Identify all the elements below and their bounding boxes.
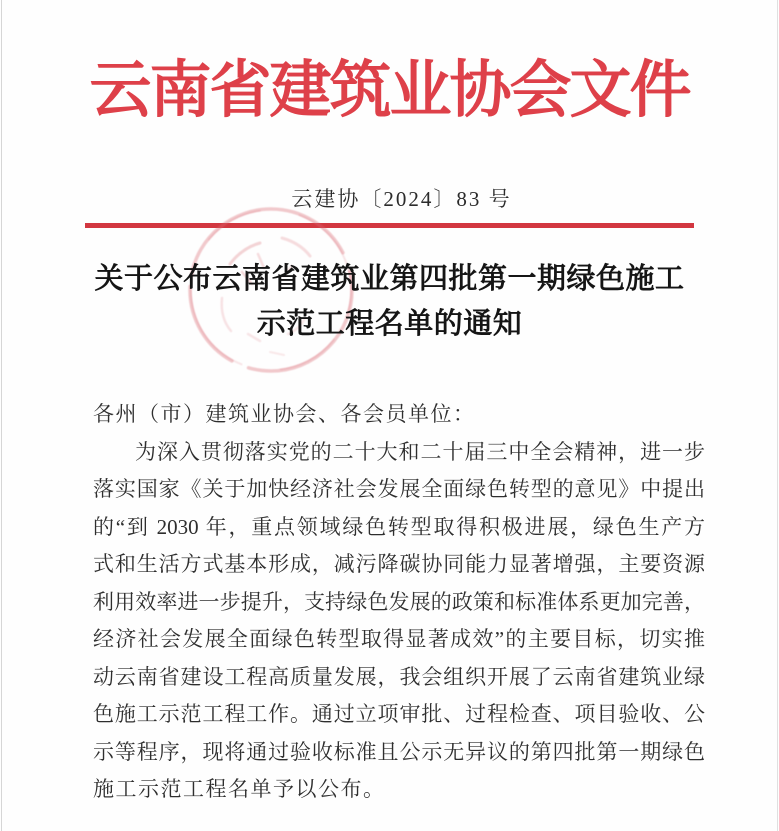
- notice-title: [40, 257, 739, 347]
- body-line: 利用效率进一步提升，支持绿色发展的政策和标准体系更加完善，: [93, 589, 705, 614]
- org-header-title: 云南省建筑业协会文件: [89, 57, 690, 125]
- body-line: 式和生活方式基本形成，减污降碳协同能力显著增强，主要资源: [93, 552, 705, 576]
- body-line: 动云南省建设工程高质量发展，我会组织开展了云南省建筑业绿: [93, 664, 705, 689]
- body-line: 为深入贯彻落实党的二十大和二十届三中全会精神，进一步: [135, 439, 705, 464]
- red-separator-rule: [85, 223, 694, 228]
- body-paragraph: [93, 396, 705, 809]
- salutation: 各州（市）建筑业协会、各会员单位：: [93, 402, 476, 426]
- notice-title-line1: 关于公布云南省建筑业第四批第一期绿色施工: [94, 263, 685, 295]
- body-line: 的“到 2030 年，重点领域绿色转型取得积极进展，绿色生产方: [93, 514, 705, 539]
- body-line: 经济社会发展全面绿色转型取得显著成效”的主要目标，切实推: [93, 627, 705, 651]
- doc-number: 云建协〔2024〕83 号: [291, 187, 512, 211]
- body-line: 示等程序，现将通过验收标准且公示无异议的第四批第一期绿色: [93, 739, 705, 764]
- notice-title-line2: 示范工程名单的通知: [256, 308, 523, 340]
- body-line: 施工示范工程名单予以公布。: [93, 777, 386, 801]
- body-line: 落实国家《关于加快经济社会发展全面绿色转型的意见》中提出: [93, 477, 705, 501]
- body-line: 色施工示范工程工作。通过立项审批、过程检查、项目验收、公: [93, 702, 705, 726]
